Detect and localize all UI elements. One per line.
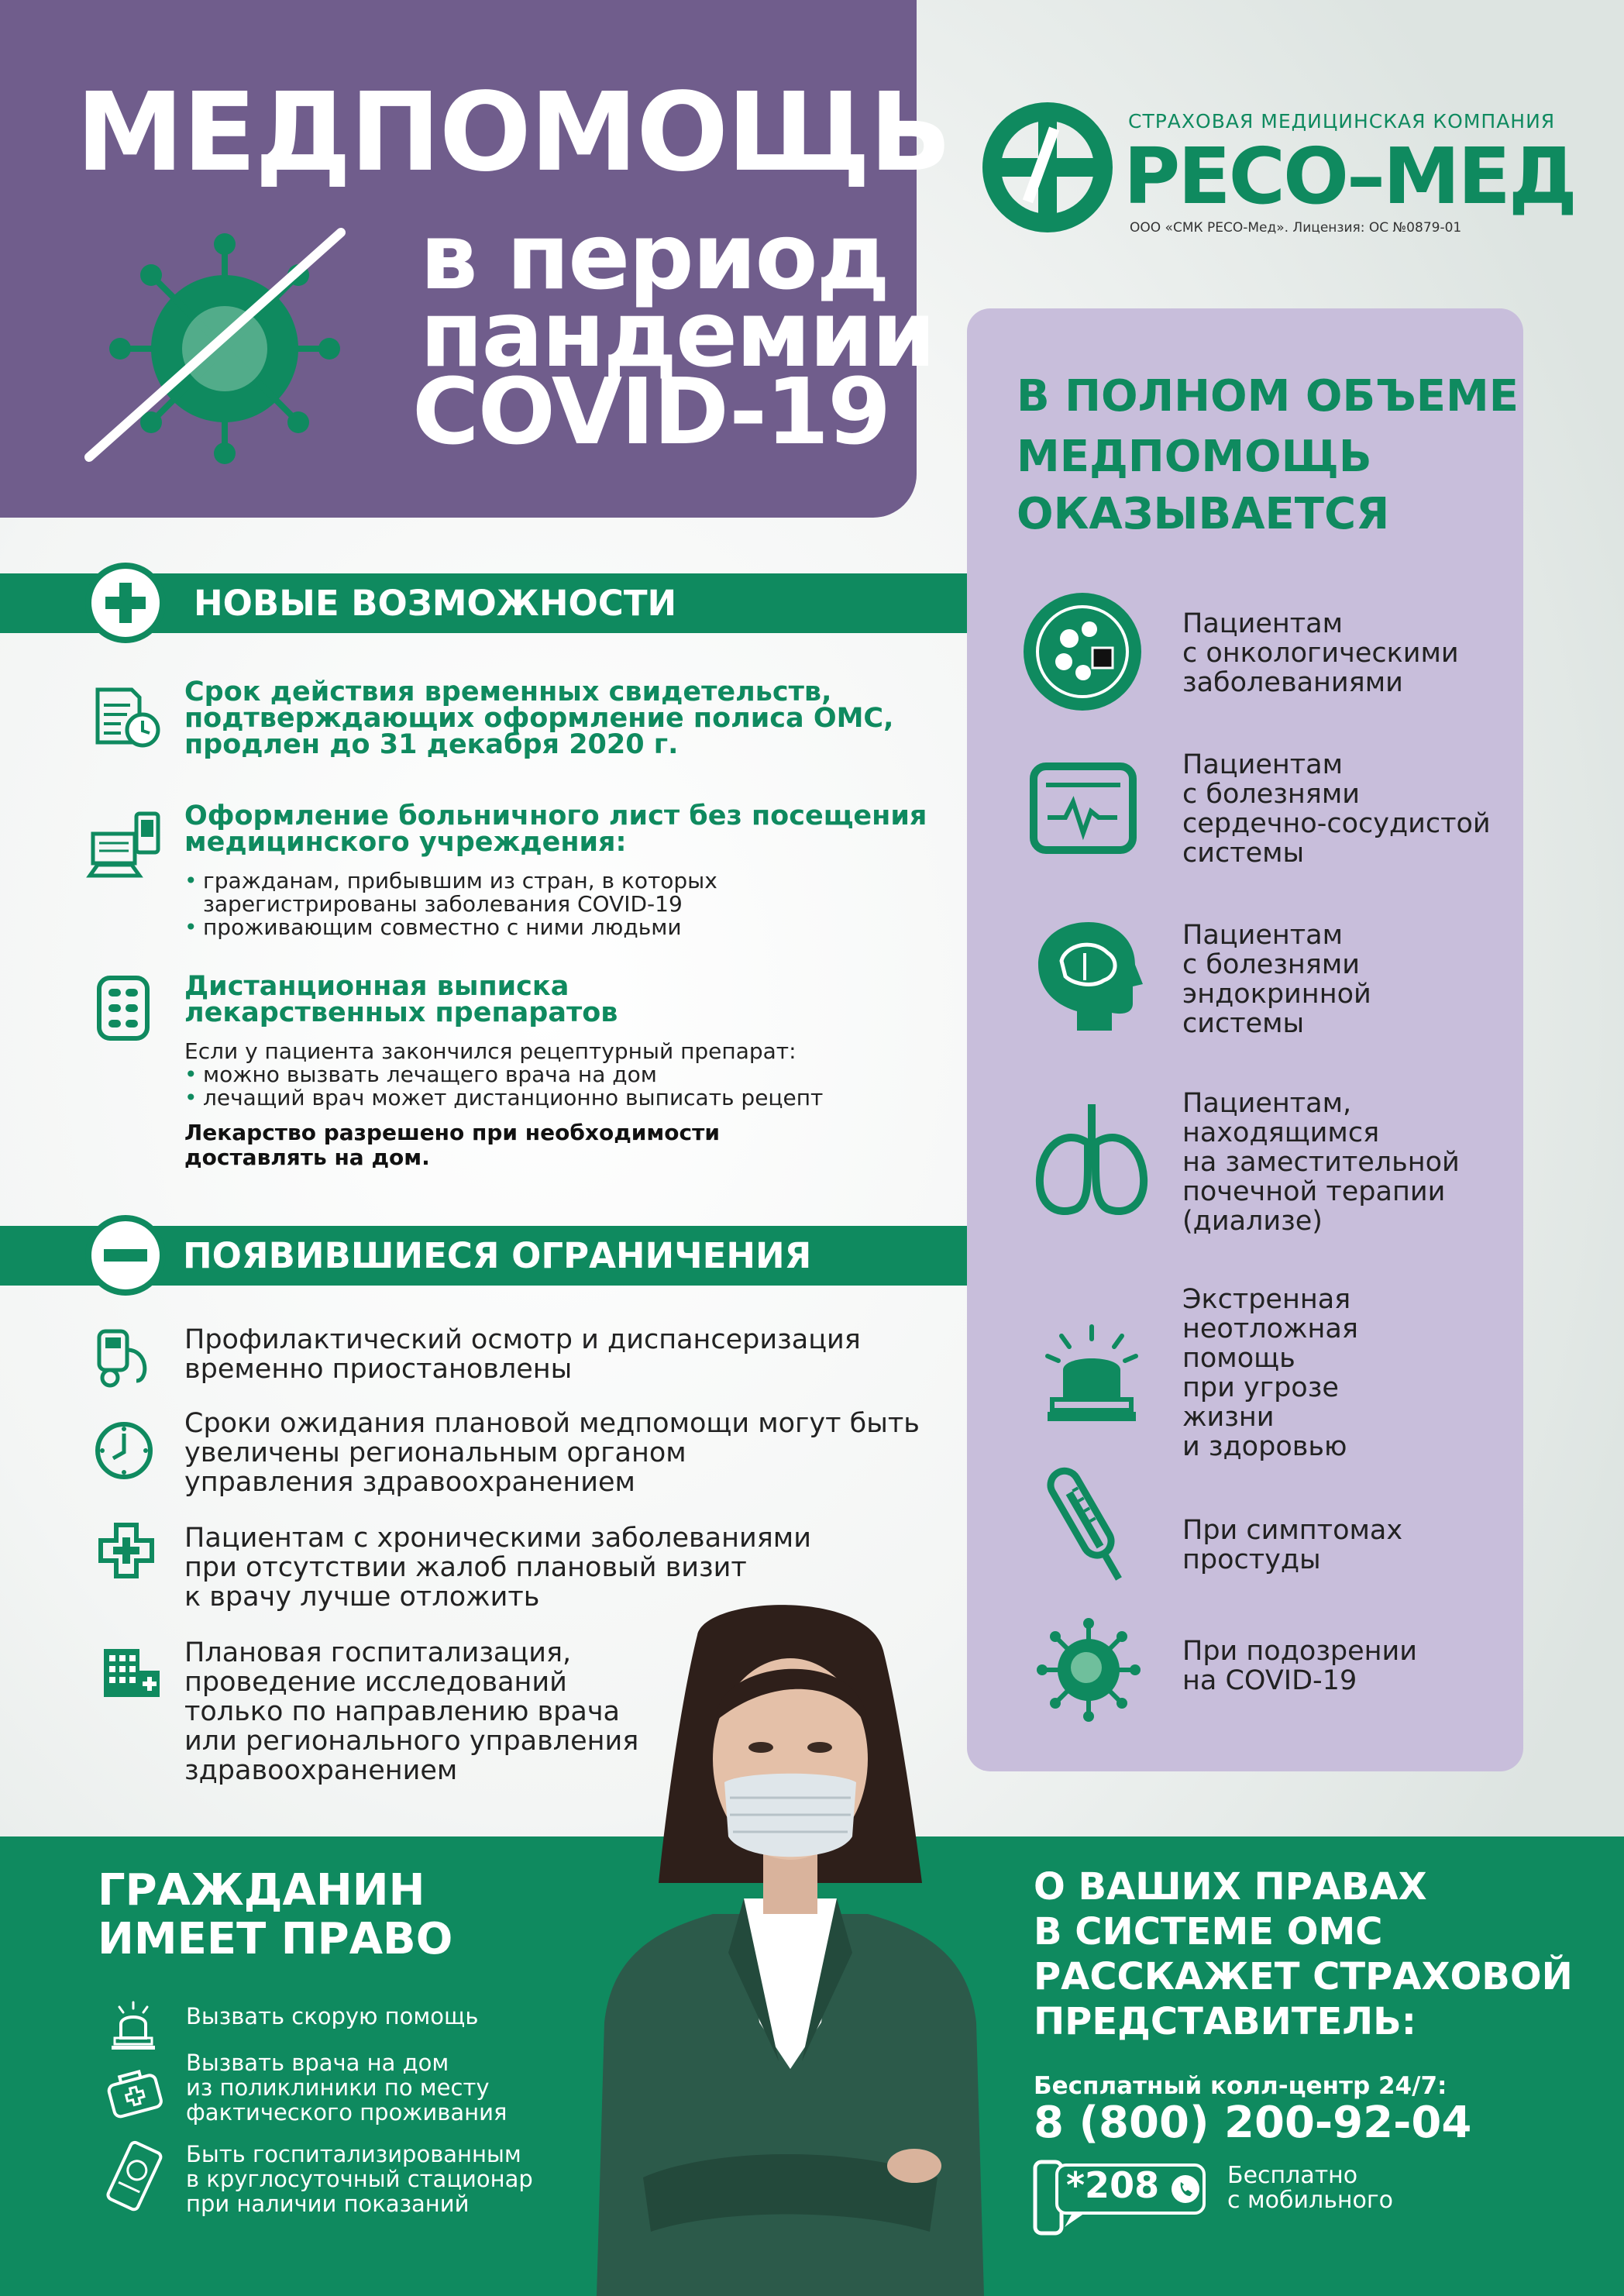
restriction-item-2: Сроки ожидания плановой медпомощи могут быть увеличены региональным органом управления здравоохранением xyxy=(184,1408,920,1498)
title-block xyxy=(0,0,951,518)
full-care-item-6: При симптомах простуды xyxy=(1182,1515,1403,1575)
full-care-heading-1: В ПОЛНОМ ОБЪЕМЕ xyxy=(1017,371,1519,422)
restrictions-heading: ПОЯВИВШИЕСЯ ОГРАНИЧЕНИЯ xyxy=(183,1235,812,1276)
document-clock-icon xyxy=(93,687,163,749)
plus-circle-icon xyxy=(85,563,166,643)
opportunity-item-3-body: Если у пациента закончился рецептурный препарат: • можно вызвать лечащего врача на дом • лечащий врач может дистанционно выписать рецепт xyxy=(184,1040,823,1110)
phone-number[interactable]: 8 (800) 200-92-04 xyxy=(1034,2098,1472,2148)
free-from-mobile: Бесплатно с мобильного xyxy=(1227,2162,1393,2214)
full-care-item-5: Экстренная неотложная помощь при угрозе жизни и здоровью xyxy=(1182,1284,1358,1462)
oncology-icon xyxy=(1021,590,1144,713)
short-number[interactable]: *208 xyxy=(1066,2164,1160,2206)
rights-heading: ГРАЖДАНИН ИМЕЕТ ПРАВО xyxy=(98,1865,453,1964)
logo-company-type: СТРАХОВАЯ МЕДИЦИНСКАЯ КОМПАНИЯ xyxy=(1128,110,1556,133)
computer-phone-icon xyxy=(90,811,161,880)
restriction-item-3: Пациентам с хроническими заболеваниями при отсутствии жалоб плановый визит к врачу лучше отложить xyxy=(184,1523,811,1613)
title-main: МЕДПОМОЩЬ xyxy=(76,70,951,196)
opportunity-item-2-heading: Оформление больничного лист без посещения медицинского учреждения: xyxy=(184,800,927,858)
list-item: • проживающим совместно с ними людьми xyxy=(184,916,717,939)
title-line-3: пандемии xyxy=(420,281,934,387)
siren-icon xyxy=(1046,1325,1137,1424)
list-item: • лечащий врач может дистанционно выписать рецепт xyxy=(184,1086,823,1110)
full-care-item-4: Пациентам, находящимся на заместительной почечной терапии (диализе) xyxy=(1182,1088,1460,1237)
full-care-item-1: Пациентам с онкологическими заболеваниями xyxy=(1182,608,1459,698)
woman-in-mask-illustration xyxy=(589,1589,992,2296)
ambulance-siren-icon xyxy=(110,2001,157,2050)
title-line-2: в период xyxy=(420,203,889,310)
full-care-item-2: Пациентам с болезнями сердечно-сосудистой системы xyxy=(1182,749,1491,869)
thermometer-icon xyxy=(1046,1465,1131,1589)
restriction-item-4: Плановая госпитализация, проведение исследований только по направлению врача или регионального управления здравоохранением xyxy=(184,1637,639,1786)
right-item-2: Вызвать врача на дом из поликлиники по месту фактического проживания xyxy=(186,2050,508,2126)
opportunity-item-1: Срок действия временных свидетельств, подтверждающих оформление полиса ОМС, продлен до 31 декабря 2020 г. xyxy=(184,676,894,760)
opportunity-item-3-heading: Дистанционная выписка лекарственных препаратов xyxy=(184,971,618,1028)
logo-license: ООО «СМК РЕСО-Мед». Лицензия: ОС №0879-01 xyxy=(1130,220,1462,236)
right-item-3: Быть госпитализированным в круглосуточный стационар при наличии показаний xyxy=(186,2141,533,2217)
crossed-virus-icon xyxy=(77,225,372,480)
clock-icon xyxy=(93,1420,155,1482)
logo-name: РЕСО–МЕД xyxy=(1123,131,1575,222)
hospital-bed-icon xyxy=(107,2142,161,2212)
full-care-item-3: Пациентам с болезнями эндокринной системы xyxy=(1182,920,1371,1039)
heart-monitor-icon xyxy=(1030,763,1136,853)
full-care-item-7: При подозрении на COVID-19 xyxy=(1182,1636,1418,1696)
doctor-bag-icon xyxy=(105,2067,163,2117)
opportunity-item-3-note: Лекарство разрешено при необходимости доставлять на дом. xyxy=(184,1120,720,1170)
kidneys-icon xyxy=(1034,1104,1150,1219)
right-item-1: Вызвать скорую помощь xyxy=(186,2003,479,2029)
opportunity-item-2-bullets xyxy=(184,869,717,939)
restriction-item-1: Профилактический осмотр и диспансеризация временно приостановлены xyxy=(184,1324,861,1385)
list-item: • можно вызвать лечащего врача на дом xyxy=(184,1063,823,1086)
medical-cross-icon xyxy=(98,1522,155,1579)
minus-circle-icon xyxy=(85,1215,166,1296)
info-heading: О ВАШИХ ПРАВАХ В СИСТЕМЕ ОМС РАССКАЖЕТ СТРАХОВОЙ ПРЕДСТАВИТЕЛЬ: xyxy=(1034,1865,1573,2043)
callcenter-label: Бесплатный колл-центр 24/7: xyxy=(1034,2072,1447,2100)
stethoscope-icon xyxy=(95,1327,157,1389)
title-line-4: COVID-19 xyxy=(412,358,890,465)
new-opportunities-heading: НОВЫЕ ВОЗМОЖНОСТИ xyxy=(194,583,677,624)
brain-head-icon xyxy=(1030,918,1147,1034)
hospital-building-icon xyxy=(102,1644,161,1699)
full-care-heading-2: МЕДПОМОЩЬ xyxy=(1017,432,1372,482)
reso-med-logo-icon xyxy=(978,98,1117,237)
full-care-heading-3: ОКАЗЫВАЕТСЯ xyxy=(1017,489,1390,539)
list-item: • гражданам, прибывшим из стран, в которых зарегистрированы заболевания COVID-19 xyxy=(184,869,717,916)
pills-icon xyxy=(96,975,150,1041)
virus-icon xyxy=(1038,1620,1139,1720)
